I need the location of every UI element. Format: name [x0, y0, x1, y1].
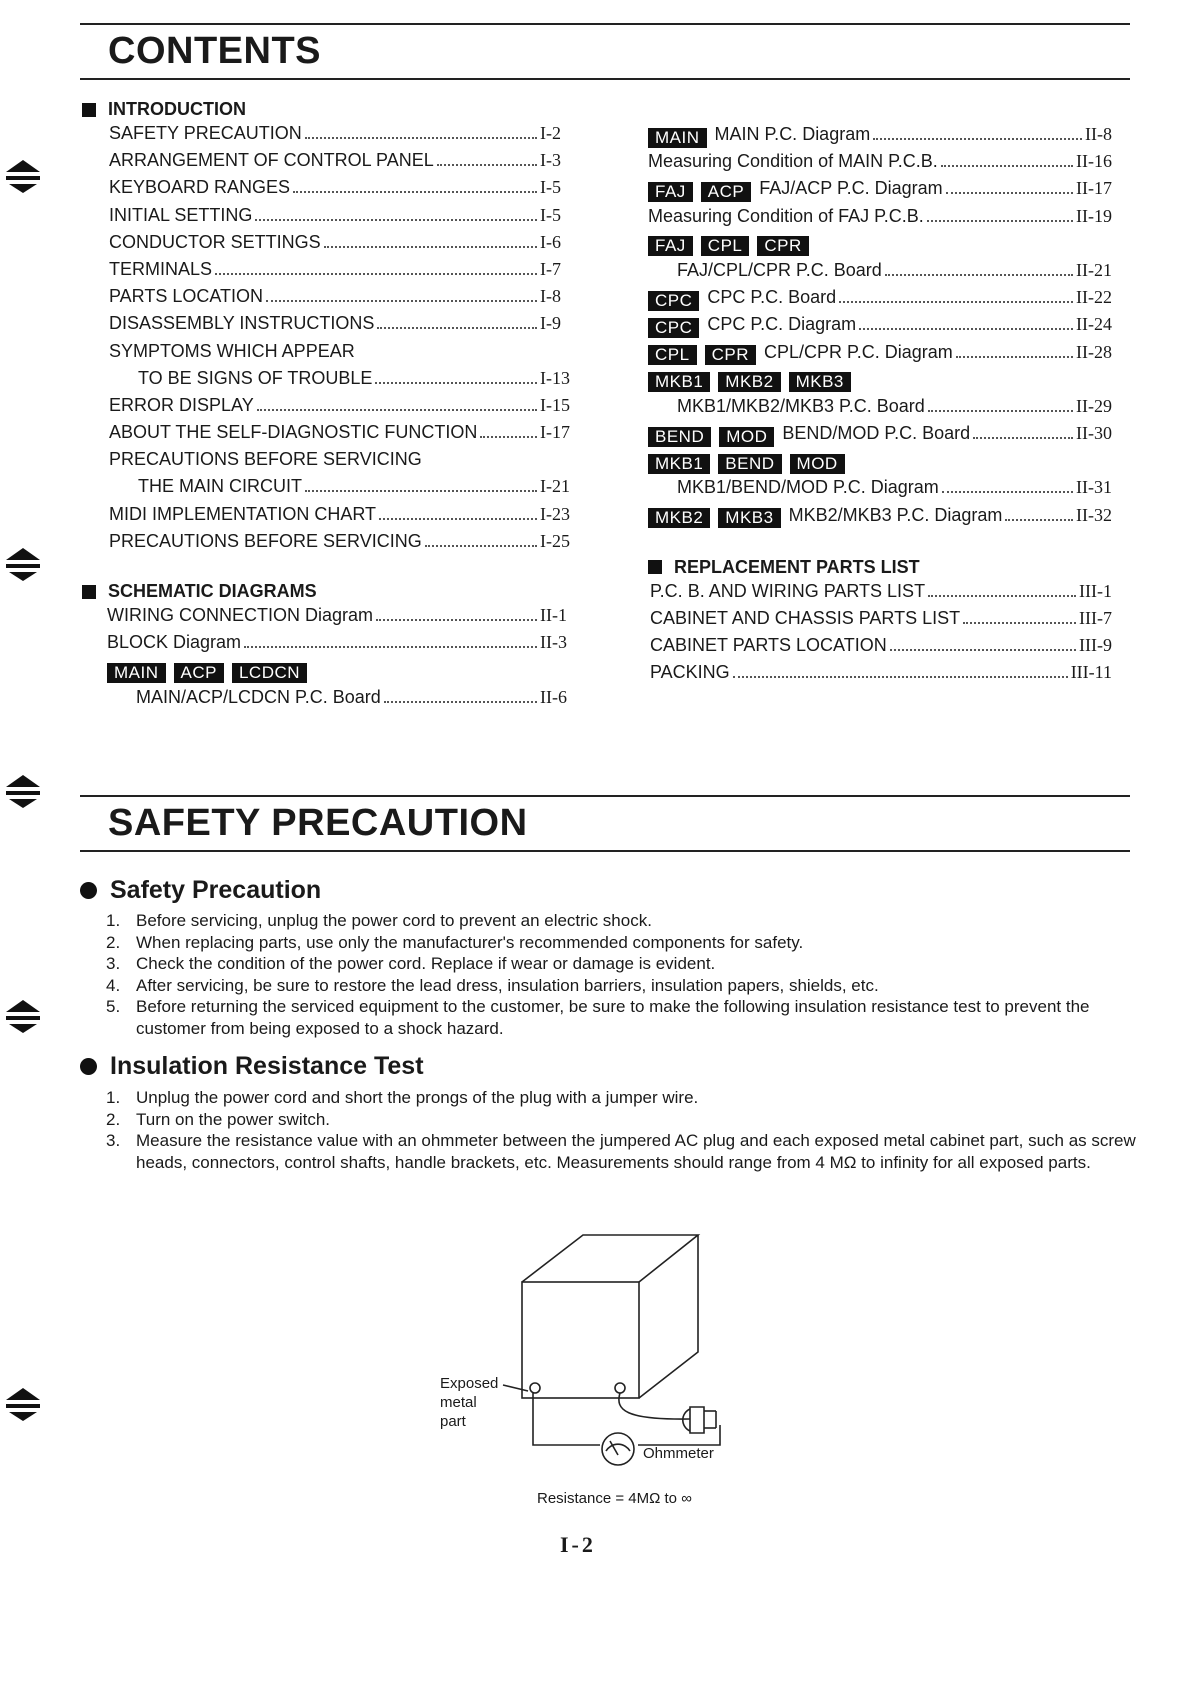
board-tag: CPC — [648, 291, 699, 311]
insulation-list — [106, 1087, 1136, 1173]
board-tags — [107, 659, 570, 686]
safety-precaution-heading: Safety Precaution — [80, 876, 321, 905]
list-item: 3. Check the condition of the power cord. Replace if wear or damage is evident. — [106, 954, 716, 973]
board-tag: MKB2 — [718, 372, 780, 392]
safety-top-rule — [80, 795, 1130, 797]
board-tag: CPR — [705, 345, 756, 365]
toc-entry[interactable]: CONDUCTOR SETTINGS I-6 — [109, 231, 561, 252]
toc-entry-line1[interactable]: SYMPTOMS WHICH APPEAR — [109, 340, 355, 361]
board-tag: ACP — [701, 182, 751, 202]
safety-precaution-list — [106, 910, 1136, 1039]
square-bullet-icon — [82, 103, 96, 117]
toc-entry[interactable]: MKB1/MKB2/MKB3 P.C. Board II-29 — [677, 395, 1112, 416]
board-tag: MAIN — [107, 663, 166, 683]
list-item: 5. Before returning the serviced equipment to the customer, be sure to make the following insulation resistance test to prevent the customer from being exposed to a shock hazard. — [106, 997, 1090, 1038]
board-tag: MKB3 — [789, 372, 851, 392]
schematic-heading: SCHEMATIC DIAGRAMS — [82, 578, 570, 605]
contents-title: CONTENTS — [108, 30, 321, 72]
toc-entry[interactable]: Measuring Condition of MAIN P.C.B. II-16 — [648, 151, 1112, 172]
toc-entry[interactable]: BLOCK Diagram II-3 — [107, 632, 567, 653]
toc-entry[interactable]: TO BE SIGNS OF TROUBLE I-13 — [138, 367, 570, 388]
toc-entry[interactable]: CPC CPC P.C. Diagram II-24 — [648, 314, 1112, 341]
board-tag: CPL — [701, 236, 750, 256]
board-tag: MKB1 — [648, 454, 710, 474]
list-item: 3. Measure the resistance value with an ohmmeter between the jumpered AC plug and each exposed metal cabinet part, such as screw heads, connectors, control shafts, handle brackets, etc. Measurements should range from 4 MΩ to infinity for all exposed parts. — [106, 1131, 1136, 1172]
toc-entry[interactable]: MAIN MAIN P.C. Diagram II-8 — [648, 124, 1112, 151]
board-tag: LCDCN — [232, 663, 307, 683]
board-tags — [648, 450, 1112, 477]
exposed-metal-label: Exposed metal part — [440, 1375, 499, 1430]
binder-hole-5 — [6, 1388, 40, 1421]
board-tags — [648, 233, 1112, 260]
binder-hole-2 — [6, 548, 40, 581]
board-tag: MKB2 — [648, 508, 710, 528]
toc-entry[interactable]: CPC CPC P.C. Board II-22 — [648, 287, 1112, 314]
toc-entry[interactable]: BEND MOD BEND/MOD P.C. Board II-30 — [648, 423, 1112, 450]
board-tag: MOD — [719, 427, 774, 447]
toc-entry[interactable]: P.C. B. AND WIRING PARTS LIST III-1 — [650, 580, 1112, 601]
round-bullet-icon — [80, 1058, 97, 1075]
cabinet-front — [522, 1282, 639, 1398]
insulation-heading: Insulation Resistance Test — [80, 1052, 424, 1081]
toc-entry[interactable]: MAIN/ACP/LCDCN P.C. Board II-6 — [136, 686, 567, 707]
toc-entry[interactable]: MIDI IMPLEMENTATION CHART I-23 — [109, 503, 570, 524]
board-tag: ACP — [174, 663, 224, 683]
toc-entry[interactable]: FAJ ACP FAJ/ACP P.C. Diagram II-17 — [648, 178, 1112, 205]
square-bullet-icon — [648, 560, 662, 574]
toc-entry[interactable]: MKB1/BEND/MOD P.C. Diagram II-31 — [677, 477, 1112, 498]
toc-entry[interactable]: CABINET AND CHASSIS PARTS LIST III-7 — [650, 608, 1112, 628]
board-tag: MKB1 — [648, 372, 710, 392]
page-number: I-2 — [560, 1532, 596, 1557]
contents-left-column — [82, 96, 570, 714]
board-tag: CPL — [648, 345, 697, 365]
toc-entry[interactable]: ABOUT THE SELF-DIAGNOSTIC FUNCTION I-17 — [109, 422, 570, 443]
list-item: 1. Before servicing, unplug the power cord to prevent an electric shock. — [106, 911, 652, 930]
introduction-entries — [82, 123, 570, 558]
toc-entry[interactable]: PRECAUTIONS BEFORE SERVICING I-25 — [109, 530, 570, 551]
toc-entry[interactable]: CABINET PARTS LOCATION III-9 — [650, 635, 1112, 656]
replacement-entries — [648, 581, 1112, 690]
board-tag: CPC — [648, 318, 699, 338]
toc-entry-line1[interactable]: PRECAUTIONS BEFORE SERVICING — [109, 449, 422, 470]
toc-entry[interactable]: CPL CPR CPL/CPR P.C. Diagram II-28 — [648, 342, 1112, 369]
list-item: 2. When replacing parts, use only the manufacturer's recommended components for safety. — [106, 932, 804, 952]
board-tag: MKB3 — [718, 508, 780, 528]
schematic-entries — [82, 605, 570, 714]
square-bullet-icon — [82, 585, 96, 599]
introduction-heading: INTRODUCTION — [82, 96, 570, 123]
contents-top-rule — [80, 23, 1130, 25]
list-item: 2. Turn on the power switch. — [106, 1109, 331, 1129]
toc-entry[interactable]: TERMINALS I-7 — [109, 258, 561, 279]
wire-left — [533, 1393, 600, 1445]
board-tag: FAJ — [648, 182, 693, 202]
toc-entry[interactable]: DISASSEMBLY INSTRUCTIONS I-9 — [109, 313, 561, 334]
toc-entry[interactable]: INITIAL SETTING I-5 — [109, 204, 561, 225]
toc-entry[interactable]: Measuring Condition of FAJ P.C.B. II-19 — [648, 205, 1112, 226]
list-item: 4. After servicing, be sure to restore the lead dress, insulation barriers, insulation papers, shields, etc. — [106, 975, 879, 995]
safety-title: SAFETY PRECAUTION — [108, 802, 528, 844]
binder-hole-1 — [6, 160, 40, 193]
replacement-heading: REPLACEMENT PARTS LIST — [648, 554, 1112, 581]
toc-entry[interactable]: FAJ/CPL/CPR P.C. Board II-21 — [677, 259, 1112, 280]
plug-icon — [690, 1407, 704, 1433]
board-tag: BEND — [718, 454, 781, 474]
toc-entry[interactable]: KEYBOARD RANGES I-5 — [109, 177, 561, 198]
cabinet-top — [522, 1235, 698, 1282]
toc-entry[interactable]: THE MAIN CIRCUIT I-21 — [138, 476, 570, 497]
toc-entry[interactable]: PACKING III-11 — [650, 662, 1112, 683]
toc-entry[interactable]: ARRANGEMENT OF CONTROL PANEL I-3 — [109, 150, 561, 171]
toc-entry[interactable]: SAFETY PRECAUTION I-2 — [109, 123, 561, 143]
board-tag: FAJ — [648, 236, 693, 256]
binder-hole-4 — [6, 1000, 40, 1033]
round-bullet-icon — [80, 882, 97, 899]
board-tag: MOD — [790, 454, 845, 474]
board-tag: CPR — [757, 236, 808, 256]
board-tag: BEND — [648, 427, 711, 447]
board-tag: MAIN — [648, 128, 707, 148]
toc-entry[interactable]: PARTS LOCATION I-8 — [109, 286, 561, 307]
insulation-test-diagram — [420, 1225, 760, 1475]
toc-entry[interactable]: MKB2 MKB3 MKB2/MKB3 P.C. Diagram II-32 — [648, 505, 1112, 532]
list-item: 1. Unplug the power cord and short the prongs of the plug with a jumper wire. — [106, 1088, 699, 1107]
toc-entry[interactable]: WIRING CONNECTION Diagram II-1 — [107, 605, 567, 625]
toc-entry[interactable]: ERROR DISPLAY I-15 — [109, 394, 570, 415]
board-tags — [648, 369, 1112, 396]
safety-bottom-rule — [80, 850, 1130, 852]
contents-bottom-rule — [80, 78, 1130, 80]
resistance-caption: Resistance = 4MΩ to ∞ — [537, 1490, 692, 1507]
ohmmeter-label: Ohmmeter — [643, 1445, 714, 1462]
binder-hole-3 — [6, 775, 40, 808]
contents-right-column — [648, 124, 1112, 690]
